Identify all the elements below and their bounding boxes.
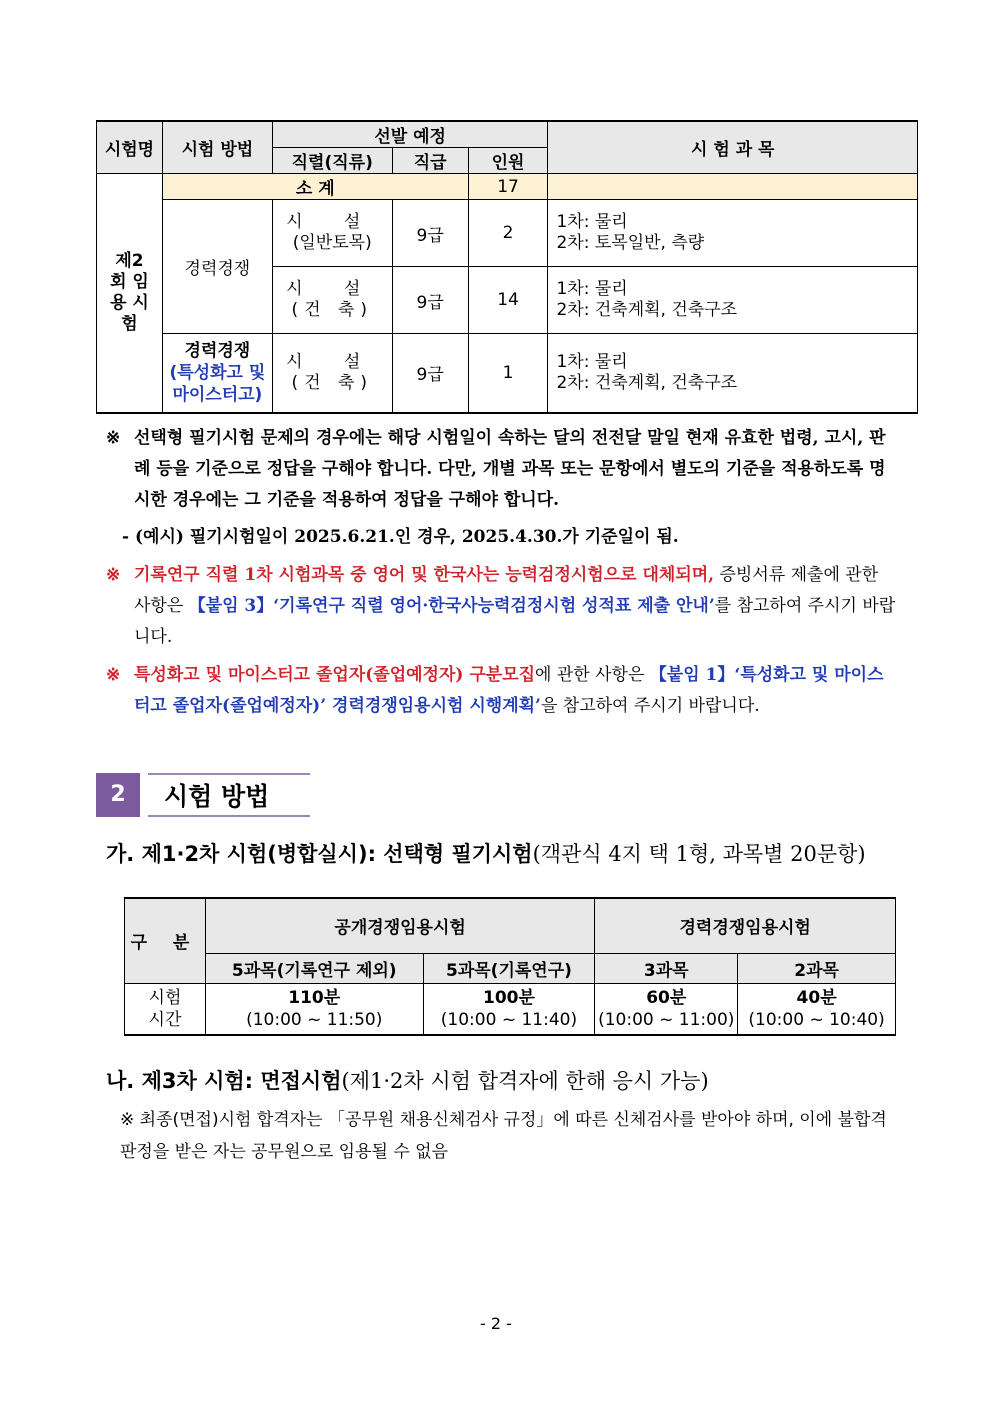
series-name: 시 설 (건 축) bbox=[286, 279, 379, 320]
time-cell: 110분 (10:00 ~ 11:50) bbox=[205, 983, 423, 1035]
header-open-competition: 공개경쟁임용시험 bbox=[205, 898, 594, 953]
row-label: 시험 시간 bbox=[125, 983, 206, 1035]
exam-name-cell bbox=[97, 174, 163, 413]
count-cell: 1 bbox=[468, 334, 548, 413]
subjects-cell: 1차: 물리 2차: 건축계획, 건축구조 bbox=[548, 267, 918, 334]
subsection-a: 가. 제1·2차 시험(병합실시): 선택형 필기시험(객관식 4지 택 1형, 과목별 20문항) bbox=[106, 842, 866, 866]
header-subjects: 시 험 과 목 bbox=[548, 121, 918, 174]
subtotal-empty bbox=[548, 174, 918, 200]
series-name: 시 설 (건 축) bbox=[286, 351, 379, 393]
method-career: 경력경쟁 bbox=[162, 200, 272, 334]
section-number: 2 bbox=[96, 773, 140, 817]
series-cell bbox=[272, 334, 392, 413]
exam-time-table bbox=[124, 897, 896, 1036]
subtotal-label: 소 계 bbox=[162, 174, 468, 200]
recruitment-table bbox=[96, 120, 918, 414]
header-col: 2과목 bbox=[738, 953, 896, 983]
page-number: - 2 - bbox=[480, 1314, 512, 1333]
note-example: - (예시) 필기시험일이 2025.6.21.인 경우, 2025.4.30.가 기준일이 됨. bbox=[122, 527, 679, 547]
note-specialized-school: ※ 특성화고 및 마이스터고 졸업자(졸업예정자) 구분모집에 관한 사항은 【붙임 1】‘특성화고 및 마이스터고 졸업자(졸업예정자)’ 경력경쟁임용시험 시행계획’을 참고하여 주시기 바랍니다. bbox=[106, 665, 884, 716]
count-cell: 2 bbox=[468, 200, 548, 267]
subjects-cell: 1차: 물리 2차: 토목일반, 측량 bbox=[548, 200, 918, 267]
grade-cell: 9급 bbox=[392, 200, 468, 267]
header-method: 시험 방법 bbox=[162, 121, 272, 174]
header-grade: 직급 bbox=[392, 148, 468, 174]
note-records-research: ※ 기록연구 직렬 1차 시험과목 중 영어 및 한국사는 능력검정시험으로 대체되며, 증빙서류 제출에 관한 사항은 【붙임 3】‘기록연구 직렬 영어·한국사능력검정시험 성적표 제출 안내’를 참고하여 주시기 바랍니다. bbox=[106, 565, 896, 647]
series-name: 시 설 (일반토목) bbox=[286, 212, 379, 253]
note-legal-basis: ※ 선택형 필기시험 문제의 경우에는 해당 시험일이 속하는 달의 전전달 말일 현재 유효한 법령, 고시, 판례 등을 기준으로 정답을 구해야 합니다. 다만, 개별 과목 또는 문항에서 별도의 기준을 적용하도록 명시한 경우에는 그 기준을 적용하여 정답을 구해야 합니다. bbox=[106, 428, 886, 510]
header-division: 구 분 bbox=[125, 898, 206, 983]
header-col: 5과목(기록연구) bbox=[423, 953, 595, 983]
series-cell bbox=[272, 267, 392, 334]
header-count: 인원 bbox=[468, 148, 548, 174]
final-note: ※ 최종(면접)시험 합격자는 「공무원 채용신체검사 규정」에 따른 신체검사를 받아야 하며, 이에 불합격 판정을 받은 자는 공무원으로 임용될 수 없음 bbox=[120, 1110, 887, 1162]
method-special: 경력경쟁 (특성화고 및 마이스터고) bbox=[162, 334, 272, 413]
count-cell: 14 bbox=[468, 267, 548, 334]
exam-name: 제2회 임용 시험 bbox=[110, 250, 149, 334]
time-cell: 60분 (10:00 ~ 11:00) bbox=[595, 983, 738, 1035]
header-exam-name: 시험명 bbox=[97, 121, 163, 174]
subjects-cell: 1차: 물리 2차: 건축계획, 건축구조 bbox=[548, 334, 918, 413]
time-cell: 100분 (10:00 ~ 11:40) bbox=[423, 983, 595, 1035]
header-career-competition: 경력경쟁임용시험 bbox=[595, 898, 896, 953]
time-cell: 40분 (10:00 ~ 10:40) bbox=[738, 983, 896, 1035]
subsection-b: 나. 제3차 시험: 면접시험(제1·2차 시험 합격자에 한해 응시 가능) bbox=[106, 1069, 709, 1093]
series-cell bbox=[272, 200, 392, 267]
header-series: 직렬(직류) bbox=[272, 148, 392, 174]
grade-cell: 9급 bbox=[392, 267, 468, 334]
header-col: 3과목 bbox=[595, 953, 738, 983]
header-col: 5과목(기록연구 제외) bbox=[205, 953, 423, 983]
section-title: 시험 방법 bbox=[148, 773, 310, 817]
subtotal-value: 17 bbox=[468, 174, 548, 200]
grade-cell: 9급 bbox=[392, 334, 468, 413]
header-selection: 선발 예정 bbox=[272, 121, 548, 148]
